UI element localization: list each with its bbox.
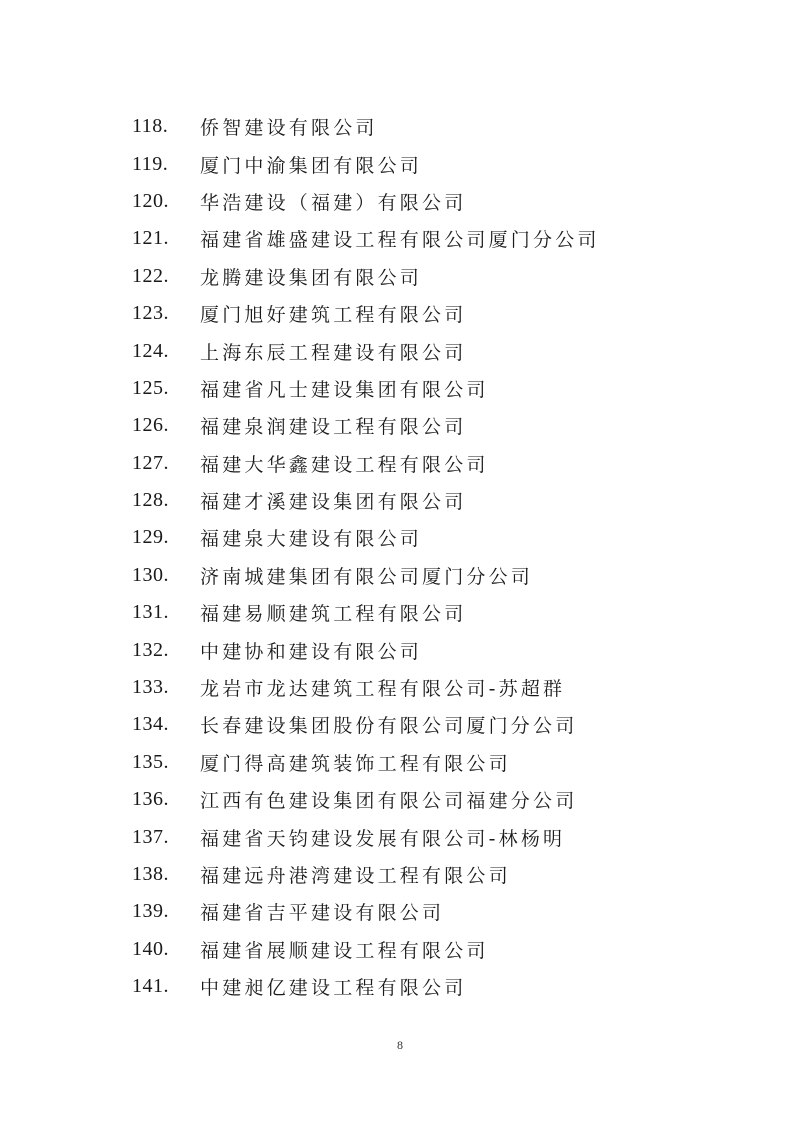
company-name: 福建省凡士建设集团有限公司: [200, 378, 489, 401]
company-name: 侨智建设有限公司: [200, 117, 378, 140]
item-number: 141.: [132, 975, 169, 998]
company-name: 福建大华鑫建设工程有限公司: [200, 453, 489, 476]
list-item: [132, 781, 752, 818]
item-number: 129.: [132, 526, 169, 549]
company-name: 厦门中渝集团有限公司: [200, 154, 423, 177]
list-item: [132, 631, 752, 668]
list-item: [132, 818, 752, 855]
company-name: 江西有色建设集团有限公司福建分公司: [200, 790, 578, 813]
company-name: 厦门旭好建筑工程有限公司: [200, 304, 467, 327]
company-name: 福建省雄盛建设工程有限公司厦门分公司: [200, 229, 600, 252]
item-number: 126.: [132, 414, 169, 437]
list-item: [132, 856, 752, 893]
item-number: 118.: [132, 115, 169, 138]
item-number: 134.: [132, 713, 169, 736]
list-item: [132, 445, 752, 482]
list-item: [132, 968, 752, 1005]
item-number: 138.: [132, 863, 169, 885]
item-number: 122.: [132, 264, 169, 287]
list-item: [132, 258, 752, 295]
company-name: 上海东辰工程建设有限公司: [200, 341, 467, 364]
list-item: [132, 669, 752, 706]
list-item: [132, 145, 752, 182]
company-name: 福建省吉平建设有限公司: [200, 902, 445, 925]
list-item: [132, 893, 752, 930]
item-number: 131.: [132, 601, 169, 624]
company-name: 福建泉大建设有限公司: [200, 528, 423, 551]
company-name: 中建昶亿建设工程有限公司: [200, 977, 467, 1000]
list-item: [132, 557, 752, 594]
item-number: 136.: [132, 788, 169, 811]
list-item: [132, 519, 752, 556]
company-name: 华浩建设（福建）有限公司: [200, 191, 467, 214]
list-item: [132, 594, 752, 631]
item-number: 135.: [132, 750, 169, 773]
item-number: 133.: [132, 676, 169, 699]
item-number: 119.: [132, 152, 169, 175]
company-name: 中建协和建设有限公司: [200, 640, 423, 663]
company-name: 龙岩市龙达建筑工程有限公司-苏超群: [200, 678, 566, 701]
item-number: 125.: [132, 376, 169, 399]
item-number: 132.: [132, 638, 169, 661]
company-list: [132, 108, 752, 1005]
list-item: [132, 183, 752, 220]
item-number: 137.: [132, 825, 169, 848]
company-name: 福建远舟港湾建设工程有限公司: [200, 865, 511, 887]
item-number: 121.: [132, 227, 169, 250]
list-item: [132, 931, 752, 968]
list-item: [132, 332, 752, 369]
company-name: 福建才溪建设集团有限公司: [200, 491, 467, 514]
item-number: 130.: [132, 563, 169, 586]
company-name: 福建易顺建筑工程有限公司: [200, 603, 467, 626]
list-item: [132, 295, 752, 332]
item-number: 140.: [132, 937, 169, 960]
list-item: [132, 706, 752, 743]
list-item: [132, 220, 752, 257]
company-name: 济南城建集团有限公司厦门分公司: [200, 565, 534, 588]
list-item: [132, 108, 752, 145]
item-number: 120.: [132, 189, 169, 212]
list-item: [132, 407, 752, 444]
item-number: 123.: [132, 302, 169, 325]
company-name: 厦门得高建筑装饰工程有限公司: [200, 752, 511, 775]
list-item: [132, 744, 752, 781]
company-name: 长春建设集团股份有限公司厦门分公司: [200, 715, 578, 738]
item-number: 127.: [132, 451, 169, 474]
company-name: 龙腾建设集团有限公司: [200, 266, 423, 289]
item-number: 139.: [132, 900, 169, 923]
item-number: 124.: [132, 339, 169, 362]
page-number: 8: [397, 1038, 403, 1052]
company-name: 福建泉润建设工程有限公司: [200, 416, 467, 439]
item-number: 128.: [132, 489, 169, 512]
list-item: [132, 370, 752, 407]
list-item: [132, 482, 752, 519]
company-name: 福建省天钧建设发展有限公司-林杨明: [200, 827, 566, 850]
company-name: 福建省展顺建设工程有限公司: [200, 939, 489, 962]
